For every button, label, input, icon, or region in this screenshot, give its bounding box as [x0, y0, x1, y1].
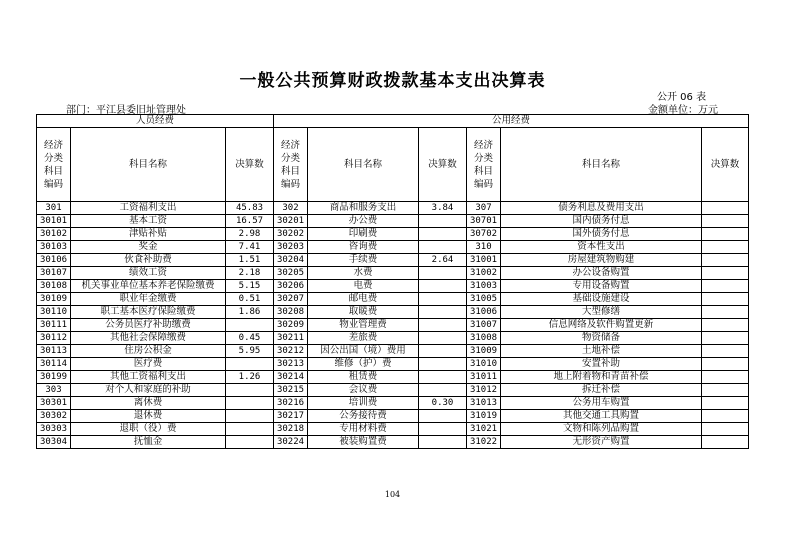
- cell-code: 30202: [274, 228, 308, 241]
- cell-code: 31002: [467, 267, 501, 280]
- cell-amount: 2.64: [419, 254, 467, 267]
- cell-name: 国外债务付息: [501, 228, 702, 241]
- header-name: 科目名称: [501, 128, 702, 202]
- cell-amount: [419, 241, 467, 254]
- cell-amount: 0.30: [419, 397, 467, 410]
- cell-code: 31011: [467, 371, 501, 384]
- cell-code: 31006: [467, 306, 501, 319]
- cell-code: 30206: [274, 280, 308, 293]
- cell-code: 30208: [274, 306, 308, 319]
- cell-amount: [419, 358, 467, 371]
- unit-label: 金额单位：万元: [648, 105, 718, 116]
- cell-name: 会议费: [308, 384, 419, 397]
- cell-amount: [419, 371, 467, 384]
- cell-name: 住房公积金: [71, 345, 226, 358]
- cell-amount: 3.84: [419, 202, 467, 215]
- cell-code: 31001: [467, 254, 501, 267]
- cell-amount: [702, 384, 749, 397]
- cell-code: 31005: [467, 293, 501, 306]
- cell-name: 专用材料费: [308, 423, 419, 436]
- cell-code: 307: [467, 202, 501, 215]
- cell-code: 30209: [274, 319, 308, 332]
- header-amount: 决算数: [419, 128, 467, 202]
- cell-name: 职工基本医疗保险缴费: [71, 306, 226, 319]
- cell-amount: [226, 397, 274, 410]
- cell-name: 商品和服务支出: [308, 202, 419, 215]
- cell-amount: 0.51: [226, 293, 274, 306]
- cell-code: 31022: [467, 436, 501, 449]
- cell-name: 咨询费: [308, 241, 419, 254]
- cell-name: 取暖费: [308, 306, 419, 319]
- cell-amount: [226, 423, 274, 436]
- cell-code: 30203: [274, 241, 308, 254]
- table-row: [37, 436, 749, 449]
- cell-code: 31019: [467, 410, 501, 423]
- cell-amount: [702, 293, 749, 306]
- cell-amount: 16.57: [226, 215, 274, 228]
- cell-name: 无形资产购置: [501, 436, 702, 449]
- cell-name: 租赁费: [308, 371, 419, 384]
- cell-code: 30101: [37, 215, 71, 228]
- cell-code: 30212: [274, 345, 308, 358]
- cell-code: 30218: [274, 423, 308, 436]
- table-row: [37, 319, 749, 332]
- cell-name: 伙食补助费: [71, 254, 226, 267]
- table-row: [37, 280, 749, 293]
- cell-amount: [702, 202, 749, 215]
- cell-name: 差旅费: [308, 332, 419, 345]
- cell-amount: [419, 280, 467, 293]
- cell-code: 310: [467, 241, 501, 254]
- cell-code: 30107: [37, 267, 71, 280]
- cell-amount: [419, 215, 467, 228]
- cell-code: 30106: [37, 254, 71, 267]
- table-row: [37, 371, 749, 384]
- cell-amount: [419, 319, 467, 332]
- cell-code: 30201: [274, 215, 308, 228]
- cell-name: 文物和陈列品购置: [501, 423, 702, 436]
- cell-amount: [702, 358, 749, 371]
- cell-amount: [702, 397, 749, 410]
- cell-amount: [419, 423, 467, 436]
- table-row: [37, 202, 749, 215]
- cell-name: 其他社会保障缴费: [71, 332, 226, 345]
- cell-amount: [702, 423, 749, 436]
- cell-name: 公务用车购置: [501, 397, 702, 410]
- category-public: 公用经费: [274, 115, 749, 128]
- cell-name: 其他工资福利支出: [71, 371, 226, 384]
- cell-code: 30112: [37, 332, 71, 345]
- cell-amount: [419, 293, 467, 306]
- cell-amount: 1.51: [226, 254, 274, 267]
- cell-amount: [226, 410, 274, 423]
- cell-amount: [419, 384, 467, 397]
- cell-code: 31007: [467, 319, 501, 332]
- header-code: 经济 分类 科目 编码: [467, 128, 501, 202]
- cell-amount: [702, 371, 749, 384]
- cell-name: 大型修缮: [501, 306, 702, 319]
- cell-name: 因公出国（境）费用: [308, 345, 419, 358]
- cell-name: 邮电费: [308, 293, 419, 306]
- cell-amount: [702, 241, 749, 254]
- page-title: 一般公共预算财政拨款基本支出决算表: [239, 71, 546, 91]
- table-row: [37, 345, 749, 358]
- cell-code: 30701: [467, 215, 501, 228]
- cell-code: 30207: [274, 293, 308, 306]
- cell-amount: [702, 267, 749, 280]
- cell-name: 公务接待费: [308, 410, 419, 423]
- cell-name: 办公设备购置: [501, 267, 702, 280]
- cell-code: 31010: [467, 358, 501, 371]
- cell-amount: 5.15: [226, 280, 274, 293]
- cell-amount: 45.83: [226, 202, 274, 215]
- cell-amount: [702, 410, 749, 423]
- cell-code: 30301: [37, 397, 71, 410]
- cell-code: 30215: [274, 384, 308, 397]
- cell-amount: [419, 267, 467, 280]
- cell-name: 退休费: [71, 410, 226, 423]
- cell-amount: [702, 215, 749, 228]
- cell-name: 债务利息及费用支出: [501, 202, 702, 215]
- cell-code: 30110: [37, 306, 71, 319]
- cell-name: 公务员医疗补助缴费: [71, 319, 226, 332]
- cell-amount: [226, 436, 274, 449]
- table-row: [37, 397, 749, 410]
- cell-code: 301: [37, 202, 71, 215]
- cell-code: 30108: [37, 280, 71, 293]
- cell-name: 资本性支出: [501, 241, 702, 254]
- category-row: [37, 115, 749, 128]
- cell-code: 30113: [37, 345, 71, 358]
- table-row: [37, 358, 749, 371]
- cell-code: 31012: [467, 384, 501, 397]
- cell-code: 30216: [274, 397, 308, 410]
- expenditure-table: [36, 114, 749, 449]
- cell-name: 医疗费: [71, 358, 226, 371]
- cell-amount: [702, 280, 749, 293]
- table-row: [37, 228, 749, 241]
- form-code: 公开 06 表: [657, 92, 707, 103]
- cell-code: 30213: [274, 358, 308, 371]
- cell-amount: [226, 319, 274, 332]
- header-name: 科目名称: [308, 128, 419, 202]
- header-code: 经济 分类 科目 编码: [37, 128, 71, 202]
- cell-code: 30304: [37, 436, 71, 449]
- cell-name: 工资福利支出: [71, 202, 226, 215]
- cell-code: 30217: [274, 410, 308, 423]
- cell-name: 房屋建筑物购建: [501, 254, 702, 267]
- cell-name: 办公费: [308, 215, 419, 228]
- cell-name: 绩效工资: [71, 267, 226, 280]
- cell-code: 302: [274, 202, 308, 215]
- table-row: [37, 384, 749, 397]
- cell-name: 被装购置费: [308, 436, 419, 449]
- cell-code: 30302: [37, 410, 71, 423]
- cell-name: 电费: [308, 280, 419, 293]
- cell-name: 物资储备: [501, 332, 702, 345]
- table-row: [37, 410, 749, 423]
- cell-amount: [419, 306, 467, 319]
- table-row: [37, 332, 749, 345]
- table-row: [37, 423, 749, 436]
- cell-name: 国内债务付息: [501, 215, 702, 228]
- cell-name: 培训费: [308, 397, 419, 410]
- table-row: [37, 241, 749, 254]
- table-row: [37, 215, 749, 228]
- cell-name: 土地补偿: [501, 345, 702, 358]
- cell-amount: [702, 436, 749, 449]
- cell-name: 对个人和家庭的补助: [71, 384, 226, 397]
- cell-name: 安置补助: [501, 358, 702, 371]
- table-row: [37, 267, 749, 280]
- cell-name: 职业年金缴费: [71, 293, 226, 306]
- cell-code: 31021: [467, 423, 501, 436]
- cell-amount: [702, 306, 749, 319]
- cell-amount: [419, 436, 467, 449]
- cell-amount: 7.41: [226, 241, 274, 254]
- cell-name: 信息网络及软件购置更新: [501, 319, 702, 332]
- cell-code: 31009: [467, 345, 501, 358]
- cell-name: 拆迁补偿: [501, 384, 702, 397]
- header-row: [37, 128, 749, 202]
- cell-amount: [702, 345, 749, 358]
- cell-amount: 1.26: [226, 371, 274, 384]
- cell-amount: [702, 254, 749, 267]
- cell-name: 其他交通工具购置: [501, 410, 702, 423]
- cell-amount: 5.95: [226, 345, 274, 358]
- cell-code: 30204: [274, 254, 308, 267]
- cell-amount: [419, 228, 467, 241]
- cell-name: 维修（护）费: [308, 358, 419, 371]
- cell-amount: [226, 384, 274, 397]
- header-amount: 决算数: [702, 128, 749, 202]
- cell-name: 专用设备购置: [501, 280, 702, 293]
- header-amount: 决算数: [226, 128, 274, 202]
- cell-code: 31003: [467, 280, 501, 293]
- cell-code: 31013: [467, 397, 501, 410]
- cell-name: 物业管理费: [308, 319, 419, 332]
- cell-name: 抚恤金: [71, 436, 226, 449]
- cell-name: 机关事业单位基本养老保险缴费: [71, 280, 226, 293]
- cell-code: 31008: [467, 332, 501, 345]
- cell-code: 30224: [274, 436, 308, 449]
- cell-code: 30205: [274, 267, 308, 280]
- cell-name: 离休费: [71, 397, 226, 410]
- cell-amount: [702, 332, 749, 345]
- cell-name: 印刷费: [308, 228, 419, 241]
- cell-name: 退职（役）费: [71, 423, 226, 436]
- cell-code: 30303: [37, 423, 71, 436]
- cell-code: 30199: [37, 371, 71, 384]
- cell-code: 30111: [37, 319, 71, 332]
- cell-amount: [702, 319, 749, 332]
- cell-name: 奖金: [71, 241, 226, 254]
- cell-code: 30211: [274, 332, 308, 345]
- cell-amount: 2.18: [226, 267, 274, 280]
- cell-amount: [419, 332, 467, 345]
- cell-code: 30109: [37, 293, 71, 306]
- category-personnel: 人员经费: [37, 115, 274, 128]
- cell-name: 水费: [308, 267, 419, 280]
- cell-code: 30102: [37, 228, 71, 241]
- cell-name: 基本工资: [71, 215, 226, 228]
- table-row: [37, 306, 749, 319]
- cell-code: 30114: [37, 358, 71, 371]
- cell-code: 30214: [274, 371, 308, 384]
- cell-name: 基础设施建设: [501, 293, 702, 306]
- cell-code: 30702: [467, 228, 501, 241]
- cell-code: 303: [37, 384, 71, 397]
- cell-code: 30103: [37, 241, 71, 254]
- cell-name: 手续费: [308, 254, 419, 267]
- cell-name: 津贴补贴: [71, 228, 226, 241]
- table-row: [37, 293, 749, 306]
- cell-amount: [419, 345, 467, 358]
- cell-amount: 0.45: [226, 332, 274, 345]
- header-name: 科目名称: [71, 128, 226, 202]
- cell-name: 地上附着物和青苗补偿: [501, 371, 702, 384]
- header-code: 经济 分类 科目 编码: [274, 128, 308, 202]
- cell-amount: [226, 358, 274, 371]
- cell-amount: [702, 228, 749, 241]
- cell-amount: 2.98: [226, 228, 274, 241]
- page-number: 104: [384, 490, 401, 499]
- cell-amount: 1.86: [226, 306, 274, 319]
- department-label: 部门：平江县委旧址管理处: [66, 105, 186, 116]
- table-row: [37, 254, 749, 267]
- cell-amount: [419, 410, 467, 423]
